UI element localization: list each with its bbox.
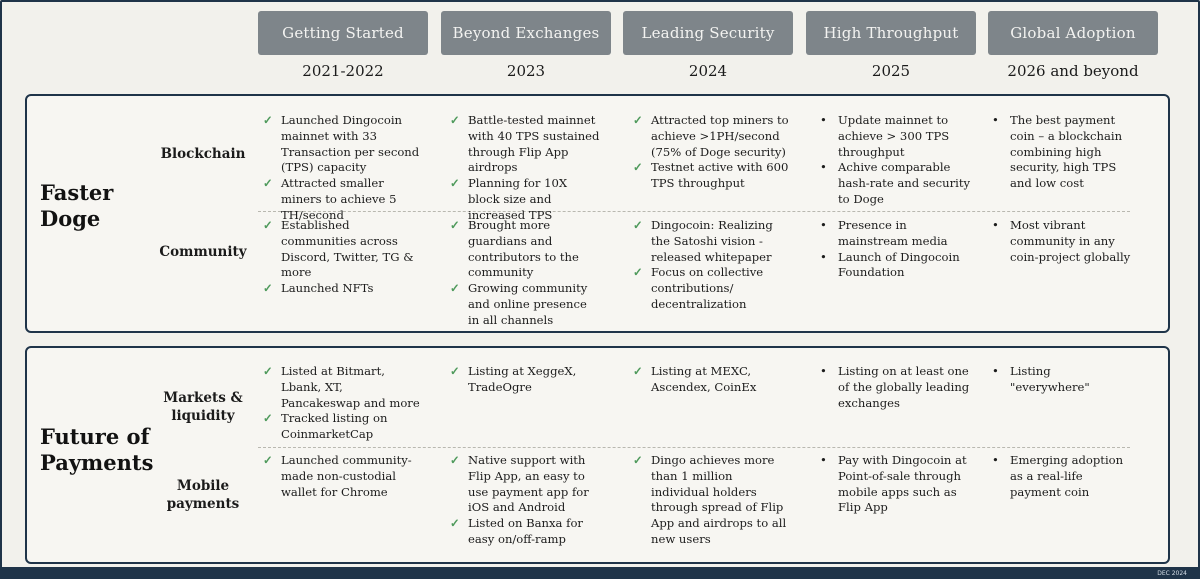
milestone-item bbox=[450, 281, 600, 328]
section-title bbox=[40, 180, 113, 232]
milestone-list bbox=[992, 113, 1132, 192]
milestone-item bbox=[820, 160, 980, 207]
milestone-list bbox=[263, 218, 423, 297]
milestone-text: Listing at XeggeX, TradeOgre bbox=[468, 364, 577, 394]
row-label bbox=[150, 145, 256, 163]
milestone-text: Battle-tested mainnet with 40 TPS sustained through Flip App airdrops bbox=[468, 113, 600, 175]
milestone-item bbox=[992, 218, 1132, 265]
row-label-line: payments bbox=[166, 496, 240, 512]
roadmap-cell bbox=[633, 113, 793, 192]
milestone-text: Most vibrant community in any coin-project globally bbox=[1010, 218, 1131, 264]
milestone-item bbox=[633, 160, 793, 192]
milestone-text: Attracted top miners to achieve >1PH/second (75% of Doge security) bbox=[651, 113, 789, 159]
milestone-list bbox=[633, 364, 793, 396]
phase-pill: Leading Security bbox=[623, 11, 793, 55]
milestone-list bbox=[820, 364, 980, 411]
milestone-text: Listed at Bitmart, Lbank, XT, Pancakeswap and more bbox=[281, 364, 420, 410]
footer-band bbox=[0, 567, 1200, 579]
milestone-list bbox=[450, 218, 600, 329]
check-icon: ✓ bbox=[450, 364, 460, 378]
milestone-item bbox=[633, 453, 793, 548]
milestone-item bbox=[450, 113, 600, 176]
check-icon: ✓ bbox=[450, 281, 460, 296]
milestone-item bbox=[820, 113, 980, 160]
bullet-icon: • bbox=[992, 453, 999, 467]
section-title bbox=[40, 424, 153, 476]
roadmap-cell bbox=[263, 218, 423, 297]
milestone-item bbox=[450, 176, 600, 223]
milestone-item bbox=[450, 453, 600, 516]
milestone-item bbox=[450, 218, 600, 281]
bullet-icon: • bbox=[820, 249, 827, 264]
roadmap-cell bbox=[820, 453, 980, 516]
roadmap-cell bbox=[992, 453, 1132, 500]
milestone-text: Planning for 10X block size and increased TPS bbox=[468, 176, 568, 222]
check-icon: ✓ bbox=[263, 364, 273, 378]
roadmap-cell bbox=[633, 453, 793, 548]
milestone-item bbox=[820, 364, 980, 411]
milestone-text: Tracked listing on CoinmarketCap bbox=[281, 411, 388, 442]
milestone-item bbox=[263, 218, 423, 281]
row-divider bbox=[258, 447, 1130, 448]
milestone-item bbox=[820, 218, 980, 250]
milestone-text: Emerging adoption as a real-life payment coin bbox=[1010, 453, 1124, 499]
roadmap-cell bbox=[633, 364, 793, 396]
phase-period: 2021-2022 bbox=[302, 62, 384, 80]
milestone-text: Listing "everywhere" bbox=[1010, 364, 1090, 394]
phase-period: 2023 bbox=[506, 62, 546, 80]
section-title-line: Payments bbox=[40, 450, 154, 475]
check-icon: ✓ bbox=[633, 218, 643, 232]
milestone-text: Launched community-made non-custodial wallet for Chrome bbox=[281, 453, 412, 499]
phase-period: 2025 bbox=[871, 62, 911, 80]
milestone-item bbox=[263, 411, 423, 443]
check-icon: ✓ bbox=[263, 218, 273, 232]
row-label bbox=[150, 389, 256, 425]
milestone-list bbox=[992, 453, 1132, 500]
check-icon: ✓ bbox=[263, 113, 273, 127]
row-label-line: Blockchain bbox=[160, 146, 246, 162]
check-icon: ✓ bbox=[633, 453, 643, 467]
roadmap-cell bbox=[450, 364, 600, 396]
milestone-item bbox=[992, 364, 1132, 396]
milestone-list bbox=[633, 113, 793, 192]
milestone-text: Brought more guardians and contributors to the community bbox=[468, 218, 579, 280]
milestone-item bbox=[633, 364, 793, 396]
milestone-list bbox=[263, 364, 423, 443]
milestone-list bbox=[992, 218, 1132, 265]
roadmap-cell bbox=[263, 364, 423, 443]
check-icon: ✓ bbox=[450, 516, 460, 531]
milestone-list bbox=[450, 453, 600, 548]
phase-period: 2024 bbox=[688, 62, 728, 80]
phase-period: 2026 and beyond bbox=[1007, 62, 1139, 80]
milestone-text: Launched NFTs bbox=[281, 281, 374, 296]
milestone-text: Native support with Flip App, an easy to use payment app for iOS and Android bbox=[468, 453, 589, 515]
milestone-list bbox=[992, 364, 1132, 396]
milestone-item bbox=[263, 176, 423, 223]
milestone-item bbox=[263, 453, 423, 500]
roadmap-cell bbox=[450, 218, 600, 329]
milestone-text: Achive comparable hash-rate and security to Doge bbox=[838, 160, 971, 206]
section-title-line: Future of bbox=[40, 424, 150, 449]
milestone-item bbox=[263, 281, 423, 297]
milestone-text: Listing at MEXC, Ascendex, CoinEx bbox=[651, 364, 757, 394]
roadmap-cell bbox=[263, 113, 423, 224]
bullet-icon: • bbox=[820, 218, 827, 232]
row-label-line: Community bbox=[159, 244, 247, 260]
roadmap-cell bbox=[263, 453, 423, 500]
check-icon: ✓ bbox=[633, 364, 643, 378]
milestone-item bbox=[263, 113, 423, 176]
milestone-item bbox=[992, 113, 1132, 192]
milestone-list bbox=[633, 453, 793, 548]
milestone-text: Pay with Dingocoin at Point-of-sale through mobile apps such as Flip App bbox=[838, 453, 967, 515]
milestone-text: Focus on collective contributions/ decentralization bbox=[651, 265, 764, 311]
milestone-text: Update mainnet to achieve > 300 TPS throughput bbox=[838, 113, 950, 159]
phase-pill: Global Adoption bbox=[988, 11, 1158, 55]
milestone-item bbox=[633, 113, 793, 160]
roadmap-cell bbox=[633, 218, 793, 313]
milestone-text: Listed on Banxa for easy on/off-ramp bbox=[468, 516, 583, 546]
check-icon: ✓ bbox=[633, 113, 643, 127]
check-icon: ✓ bbox=[263, 411, 273, 426]
bullet-icon: • bbox=[992, 113, 999, 127]
roadmap-cell bbox=[992, 218, 1132, 265]
bullet-icon: • bbox=[820, 453, 827, 467]
milestone-list bbox=[820, 113, 980, 208]
roadmap-cell bbox=[820, 113, 980, 208]
milestone-list bbox=[263, 113, 423, 224]
roadmap-cell bbox=[450, 113, 600, 224]
milestone-text: Dingocoin: Realizing the Satoshi vision - released whitepaper bbox=[651, 218, 773, 264]
section-title-line: Doge bbox=[40, 206, 101, 231]
roadmap-cell bbox=[992, 113, 1132, 192]
row-label bbox=[150, 243, 256, 261]
milestone-list bbox=[450, 113, 600, 224]
row-label-line: liquidity bbox=[171, 408, 235, 424]
bullet-icon: • bbox=[992, 218, 999, 232]
check-icon: ✓ bbox=[633, 160, 643, 175]
check-icon: ✓ bbox=[450, 176, 460, 191]
milestone-item bbox=[633, 218, 793, 265]
bullet-icon: • bbox=[992, 364, 999, 378]
phase-pill: Beyond Exchanges bbox=[441, 11, 611, 55]
roadmap-cell bbox=[450, 453, 600, 548]
milestone-text: Presence in mainstream media bbox=[838, 218, 948, 248]
check-icon: ✓ bbox=[450, 218, 460, 232]
milestone-list bbox=[633, 218, 793, 313]
milestone-item bbox=[263, 364, 423, 411]
check-icon: ✓ bbox=[633, 265, 643, 280]
milestone-item bbox=[820, 453, 980, 516]
row-label bbox=[150, 477, 256, 513]
milestone-item bbox=[992, 453, 1132, 500]
phase-pill: Getting Started bbox=[258, 11, 428, 55]
milestone-item bbox=[450, 364, 600, 396]
section-title-line: Faster bbox=[40, 180, 114, 205]
milestone-text: Launched Dingocoin mainnet with 33 Transaction per second (TPS) capacity bbox=[281, 113, 420, 175]
milestone-item bbox=[633, 265, 793, 312]
milestone-item bbox=[450, 516, 600, 548]
check-icon: ✓ bbox=[450, 113, 460, 127]
milestone-item bbox=[820, 250, 980, 282]
bullet-icon: • bbox=[820, 160, 827, 175]
roadmap-cell bbox=[820, 218, 980, 281]
roadmap-cell bbox=[992, 364, 1132, 396]
milestone-text: Dingo achieves more than 1 million individual holders through spread of Flip App and airdrops to all new users bbox=[651, 453, 787, 546]
row-label-line: Mobile bbox=[176, 478, 230, 494]
check-icon: ✓ bbox=[263, 281, 273, 296]
check-icon: ✓ bbox=[263, 176, 273, 191]
footer-date: DEC 2024 bbox=[1154, 570, 1190, 577]
milestone-list bbox=[820, 453, 980, 516]
check-icon: ✓ bbox=[450, 453, 460, 467]
milestone-text: Growing community and online presence in all channels bbox=[468, 281, 588, 327]
milestone-text: The best payment coin – a blockchain combining high security, high TPS and low cost bbox=[1010, 113, 1123, 191]
milestone-text: Testnet active with 600 TPS throughput bbox=[651, 160, 789, 191]
milestone-text: Attracted smaller miners to achieve 5 TH/second bbox=[281, 176, 397, 222]
milestone-list bbox=[263, 453, 423, 500]
check-icon: ✓ bbox=[263, 453, 273, 467]
milestone-list bbox=[820, 218, 980, 281]
roadmap-cell bbox=[820, 364, 980, 411]
milestone-text: Established communities across Discord, Twitter, TG & more bbox=[281, 218, 414, 280]
milestone-text: Launch of Dingocoin Foundation bbox=[838, 249, 960, 280]
phase-pill: High Throughput bbox=[806, 11, 976, 55]
row-label-line: Markets & bbox=[163, 390, 243, 406]
milestone-list bbox=[450, 364, 600, 396]
bullet-icon: • bbox=[820, 113, 827, 127]
milestone-text: Listing on at least one of the globally leading exchanges bbox=[838, 364, 970, 410]
bullet-icon: • bbox=[820, 364, 827, 378]
